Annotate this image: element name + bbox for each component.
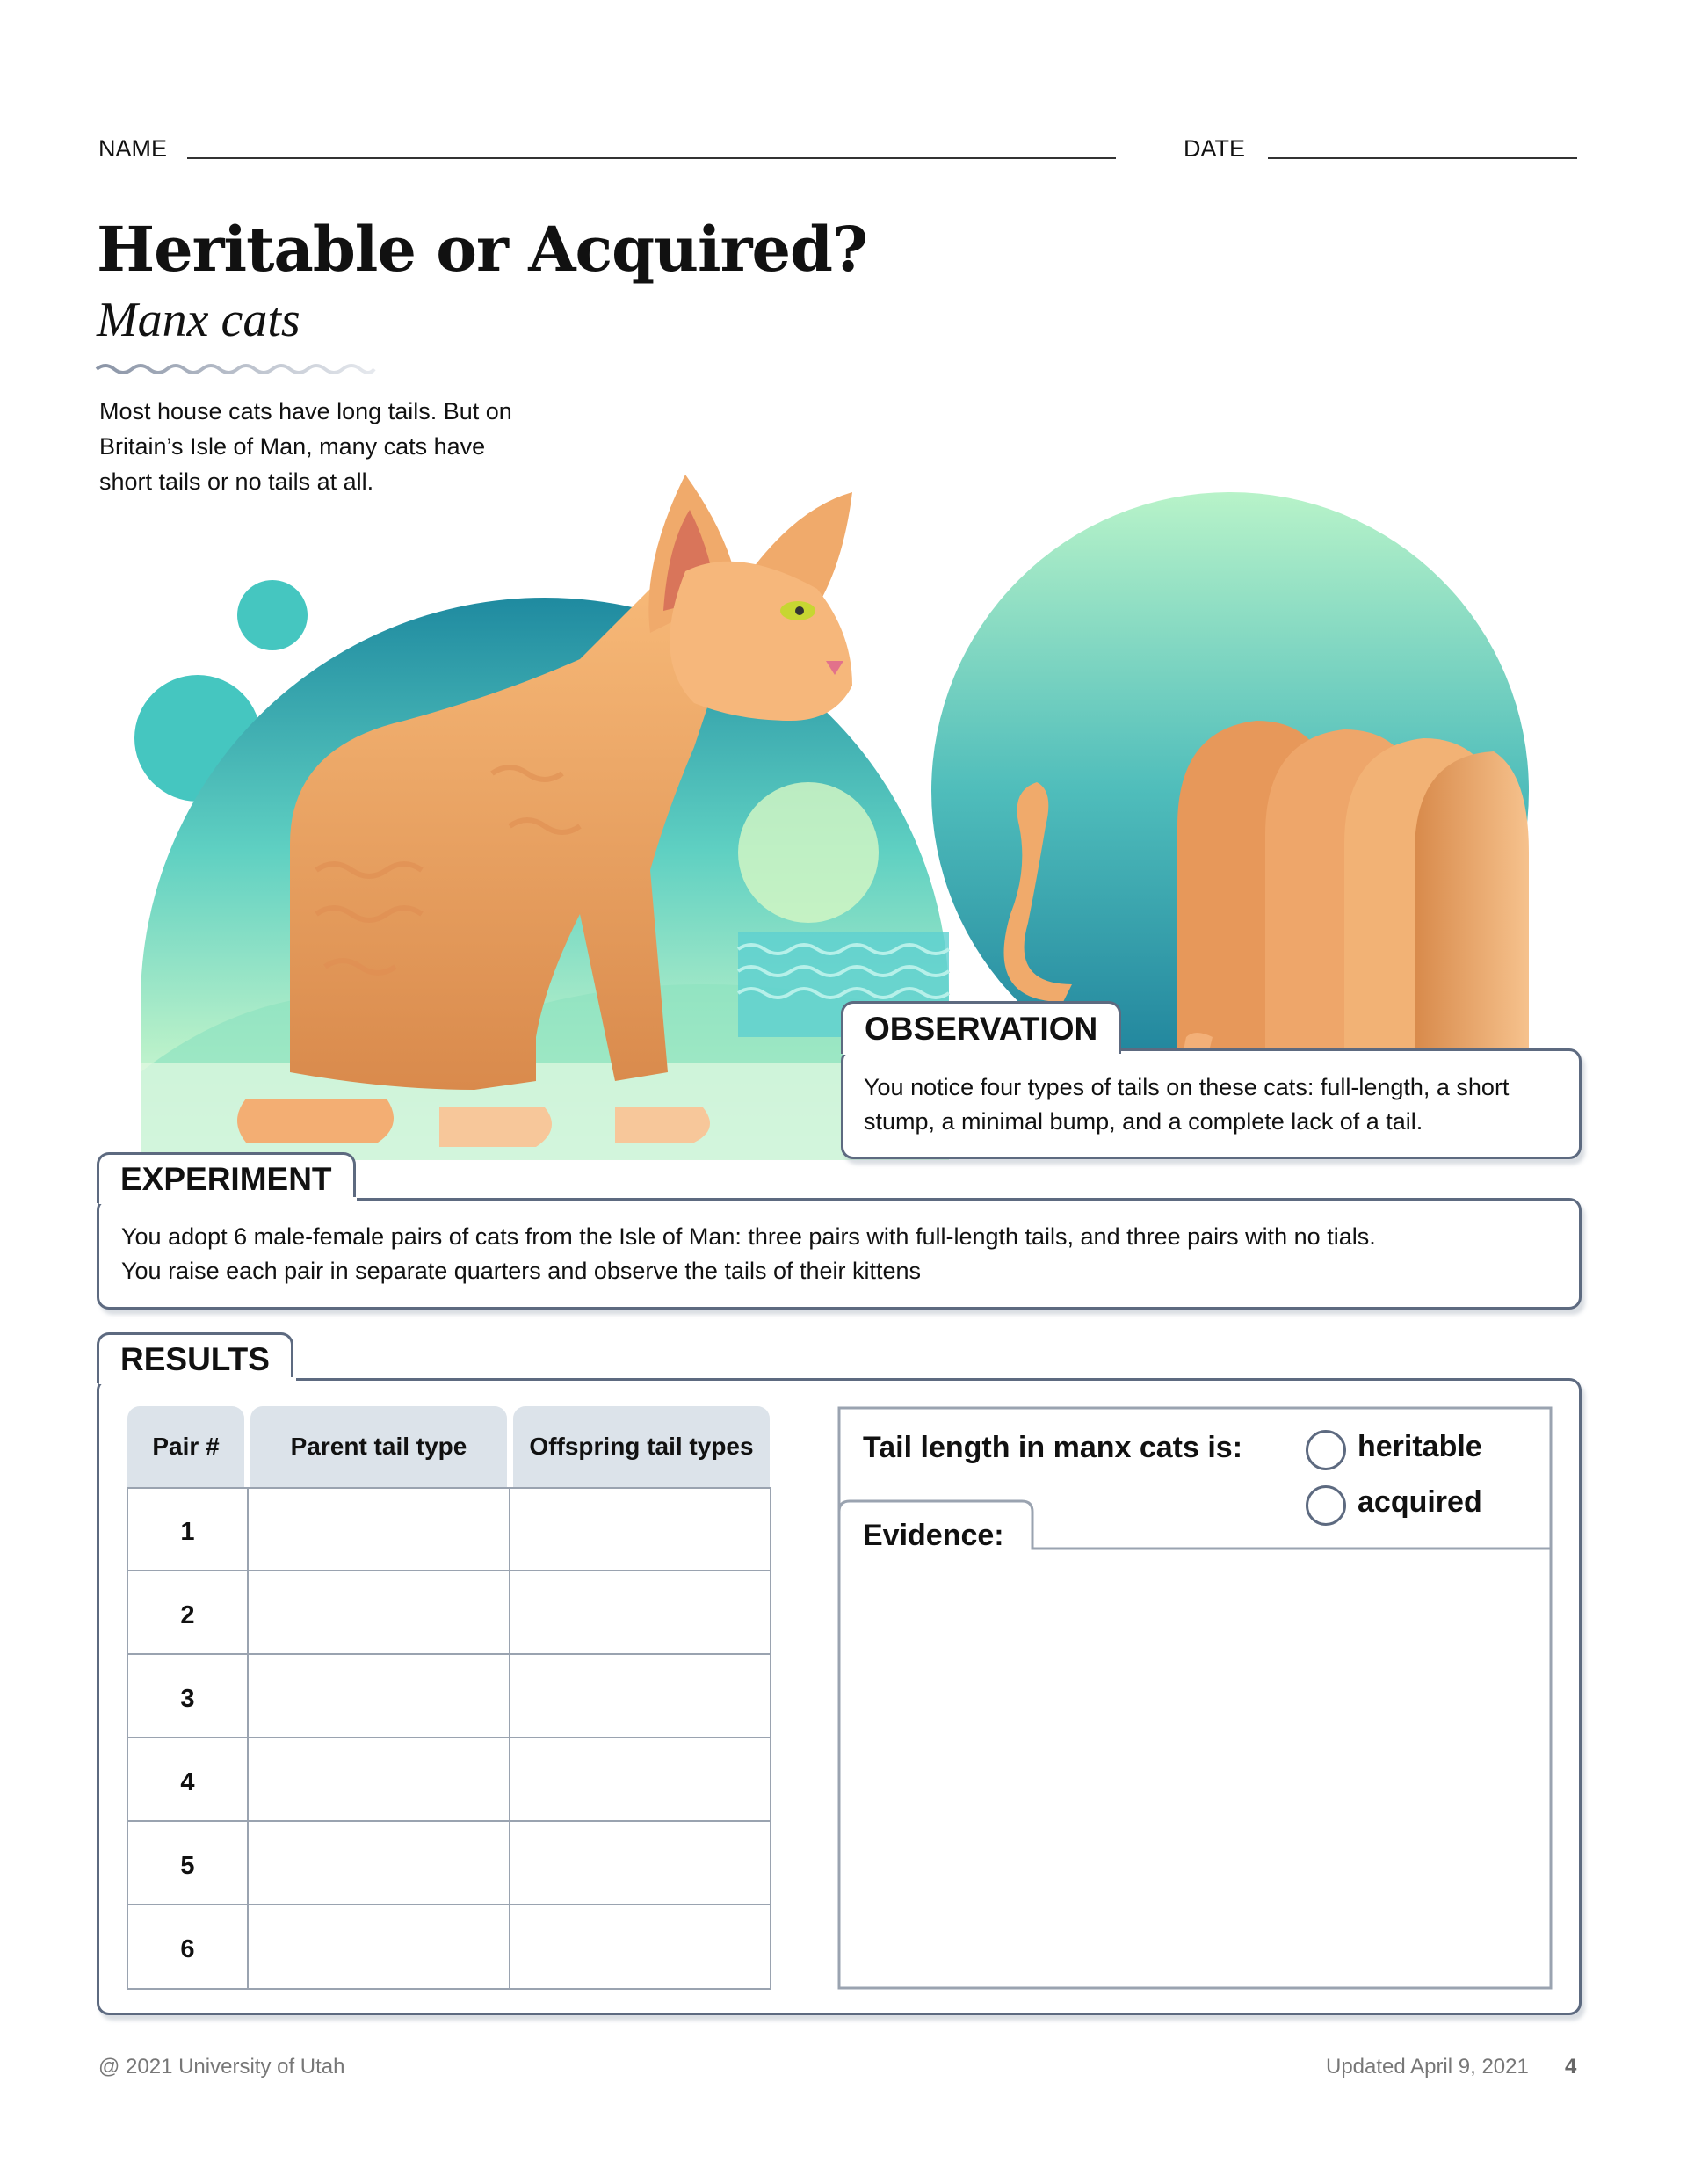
heritable-radio[interactable]: [1306, 1430, 1346, 1470]
tab-join: [99, 1377, 296, 1384]
name-label: NAME: [98, 135, 168, 162]
results-heading: RESULTS: [97, 1332, 293, 1383]
table-header-pair: [127, 1406, 244, 1487]
acquired-radio[interactable]: [1306, 1485, 1346, 1526]
name-field[interactable]: [187, 157, 1116, 159]
conclusion-question: Tail length in manx cats is:: [863, 1431, 1243, 1464]
updated-date: Updated April 9, 2021: [1326, 2055, 1529, 2079]
intro-line: short tails or no tails at all.: [99, 468, 374, 495]
acquired-label: acquired: [1358, 1485, 1482, 1519]
table-row-number: 1: [180, 1518, 195, 1546]
table-row-number: 4: [180, 1768, 195, 1796]
table-header-label: Offspring tail types: [529, 1433, 754, 1460]
heritable-label: heritable: [1358, 1430, 1482, 1463]
page-subtitle: Manx cats: [97, 293, 300, 347]
tab-join: [99, 1197, 357, 1204]
table-row-number: 5: [180, 1852, 195, 1880]
evidence-field[interactable]: [842, 1552, 1548, 1986]
intro-line: Britain’s Isle of Man, many cats have: [99, 433, 486, 460]
bubble-small-icon: [237, 580, 308, 650]
experiment-line: You raise each pair in separate quarters and observe the tails of their kittens: [121, 1258, 922, 1284]
tab-join: [844, 1048, 1117, 1055]
observation-line: stump, a minimal bump, and a complete lack of a tail.: [864, 1108, 1423, 1135]
page-title: Heritable or Acquired?: [97, 213, 867, 286]
date-field[interactable]: [1268, 157, 1577, 159]
table-row-number: 2: [180, 1601, 195, 1629]
observation-heading: OBSERVATION: [841, 1001, 1121, 1054]
table-header-offspring: [513, 1406, 770, 1487]
experiment-text: [121, 1220, 1376, 1288]
observation-line: You notice four types of tails on these cats: full-length, a short: [864, 1074, 1510, 1100]
table-header-label: Parent tail type: [290, 1433, 467, 1460]
intro-line: Most house cats have long tails. But on: [99, 398, 512, 424]
copyright: @ 2021 University of Utah: [98, 2055, 345, 2079]
date-label: DATE: [1184, 135, 1246, 162]
table-header-label: Pair #: [152, 1433, 220, 1460]
parent-tail-column[interactable]: [250, 1489, 510, 1988]
table-header-parent: [250, 1406, 507, 1487]
page-number: 4: [1565, 2055, 1577, 2079]
experiment-line: You adopt 6 male-female pairs of cats from the Isle of Man: three pairs with full-length tails, and three pairs with no tials.: [121, 1223, 1376, 1250]
cat-tails-icon: [931, 492, 1529, 1090]
experiment-heading: EXPERIMENT: [97, 1152, 356, 1203]
table-row-number: 6: [180, 1935, 195, 1963]
offspring-tail-column[interactable]: [511, 1489, 770, 1988]
evidence-label: Evidence:: [863, 1519, 1004, 1552]
wavy-divider: [95, 360, 376, 378]
observation-text: [864, 1070, 1509, 1139]
table-row-number: 3: [180, 1685, 195, 1713]
